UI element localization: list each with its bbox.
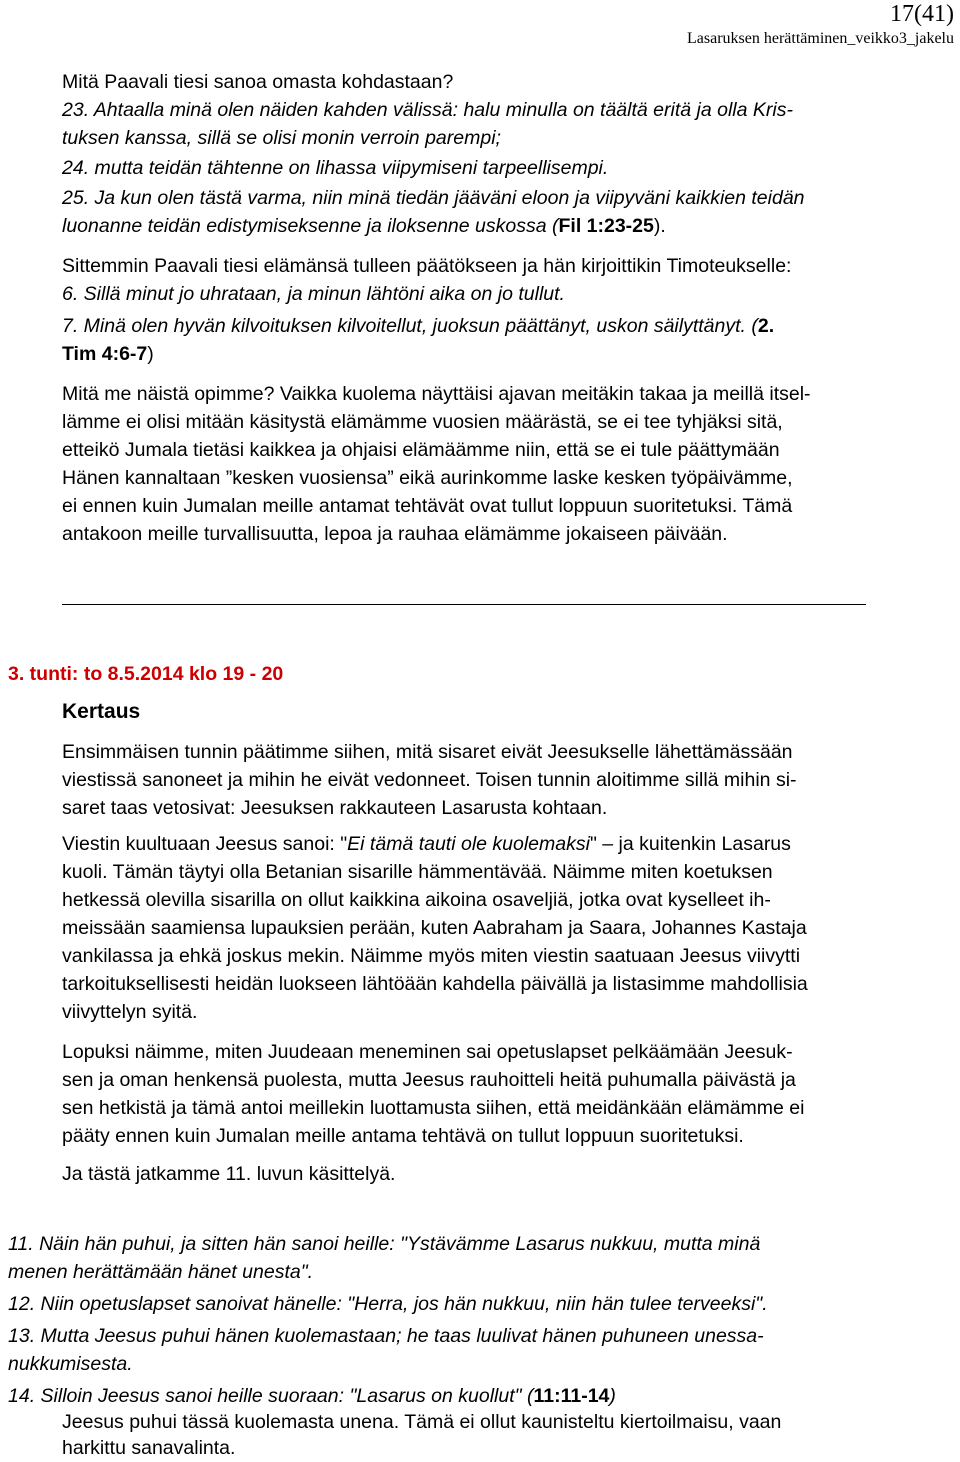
paragraph-timothy: Sittemmin Paavali tiesi elämänsä tulleen päätökseen ja hän kirjoittikin Timoteukselle: <box>62 255 792 277</box>
lesson-line-1: Mitä me näistä opimme? Vaikka kuolema näyttäisi ajavan meitäkin takaa ja meillä itsel- <box>62 383 811 405</box>
recap-p3-line3: sen hetkistä ja tämä antoi meillekin luottamusta siihen, että meidänkään elämämme ei <box>62 1097 805 1119</box>
lesson-line-4: Hänen kannaltaan ”kesken vuosiensa” eikä aurinkomme laske kesken työpäivämme, <box>62 467 793 489</box>
lesson-line-3: etteikö Jumala tietäsi kaikkea ja ohjaisi elämäämme niin, että se ei tule päättymään <box>62 439 780 461</box>
section-heading-kertaus: Kertaus <box>62 700 141 723</box>
verse-24: 24. mutta teidän tähtenne on lihassa viipymiseni tarpeellisempi. <box>62 157 609 179</box>
lesson-line-5: ei ennen kuin Jumalan meille antamat tehtävät ovat tullut loppuun suoritetuksi. Tämä <box>62 495 793 517</box>
scripture-ref-john: 11:11-14 <box>533 1385 610 1407</box>
recap-p2-line7: viivyttelyn syitä. <box>62 1001 198 1023</box>
verse-25-line1: 25. Ja kun olen tästä varma, niin minä tiedän jääväni eloon ja viipyväni kaikkien teidän <box>62 187 805 209</box>
lesson-line-2: lämme ei olisi mitään käsitystä elämämme vuosien määrästä, se ei tee tyhjäksi sitä, <box>62 411 783 433</box>
verse-7 <box>62 312 774 340</box>
recap-p1-line3: saret taas vetosivat: Jeesuksen rakkauteen Lasarusta kohtaan. <box>62 797 608 819</box>
recap-p2-tail: " – ja kuitenkin Lasarus <box>589 833 791 855</box>
recap-p1-line1: Ensimmäisen tunnin päätimme siihen, mitä sisaret eivät Jeesukselle lähettämässään <box>62 741 793 763</box>
document-name: Lasaruksen herättäminen_veikko3_jakelu <box>686 30 954 47</box>
verse-12: 12. Niin opetuslapset sanoivat hänelle: "Herra, jos hän nukkuu, niin hän tulee terveeksi". <box>8 1293 768 1315</box>
recap-p4: Ja tästä jatkamme 11. luvun käsittelyä. <box>62 1163 396 1185</box>
verse-11-line2: menen herättämään hänet unesta". <box>8 1261 314 1283</box>
recap-p2-line4: meissään saamiensa lupauksien perään, kuten Aabraham ja Saara, Johannes Kastaja <box>62 917 807 939</box>
verse-23-line1: 23. Ahtaalla minä olen näiden kahden välissä: halu minulla on täältä eritä ja olla Kris- <box>62 99 793 121</box>
session-title: 3. tunti: to 8.5.2014 klo 19 - 20 <box>8 663 284 685</box>
section-divider <box>62 604 866 605</box>
recap-p2-line1 <box>62 830 791 858</box>
ref-close: ) <box>609 1385 616 1407</box>
recap-p2-lead: Viestin kuultuaan Jeesus sanoi: " <box>62 833 348 855</box>
recap-p2-line3: hetkessä olevilla sisarilla on ollut kaikkina aikoina osaveljiä, jotka ovat kyselleet ih- <box>62 889 771 911</box>
page-number: 17(41) <box>890 1 954 27</box>
recap-p1-line2: viestissä sanoneet ja mihin he eivät vedonneet. Toisen tunnin aloitimme sillä mihin si- <box>62 769 797 791</box>
verse-6: 6. Sillä minut jo uhrataan, ja minun lähtöni aika on jo tullut. <box>62 283 565 305</box>
recap-p2-line2: kuoli. Tämän täytyi olla Betanian sisarille hämmentävää. Näimme miten koetuksen <box>62 861 773 883</box>
recap-p3-line1: Lopuksi näimme, miten Juudeaan meneminen sai opetuslapset pelkäämään Jeesuk- <box>62 1041 793 1063</box>
ref-close: ) <box>147 343 154 365</box>
closing-line1: Jeesus puhui tässä kuolemasta unena. Tämä ei ollut kaunisteltu kiertoilmaisu, vaan <box>62 1411 782 1433</box>
verse-25-line2 <box>62 212 666 240</box>
verse-7-text: 7. Minä olen hyvän kilvoituksen kilvoitellut, juoksun päättänyt, uskon säilyttänyt. ( <box>62 315 758 337</box>
verse-23-line2: tuksen kanssa, sillä se olisi monin verroin parempi; <box>62 127 501 149</box>
ref-close: ). <box>653 215 666 237</box>
verse-25-text: luonanne teidän edistymiseksenne ja iloksenne uskossa ( <box>62 215 559 237</box>
scripture-ref-tim-a: 2. <box>757 315 775 337</box>
question-paul: Mitä Paavali tiesi sanoa omasta kohdastaan? <box>62 71 454 93</box>
verse-11-line1: 11. Näin hän puhui, ja sitten hän sanoi heille: "Ystävämme Lasarus nukkuu, mutta minä <box>8 1233 761 1255</box>
recap-p3-line4: pääty ennen kuin Jumalan meille antama tehtävä on tullut loppuun suoritetuksi. <box>62 1125 744 1147</box>
verse-14 <box>8 1382 616 1410</box>
verse-13-line2: nukkumisesta. <box>8 1353 133 1375</box>
jesus-quote: Ei tämä tauti ole kuolemaksi <box>347 833 590 855</box>
scripture-ref-fil: Fil 1:23-25 <box>558 215 654 237</box>
recap-p2-line5: vankilassa ja ehkä joskus mekin. Näimme myös miten viestin saatuaan Jeesus viivytti <box>62 945 801 967</box>
recap-p2-line6: tarkoituksellisesti heidän luokseen lähtöään kahdella päivällä ja listasimme mahdollisia <box>62 973 808 995</box>
lesson-line-6: antakoon meille turvallisuutta, lepoa ja rauhaa elämämme jokaiseen päivään. <box>62 523 728 545</box>
verse-14-text: 14. Silloin Jeesus sanoi heille suoraan: "Lasarus on kuollut" ( <box>8 1385 534 1407</box>
recap-p3-line2: sen ja oman henkensä puolesta, mutta Jeesus rauhoitteli heitä puhumalla päivästä ja <box>62 1069 796 1091</box>
closing-line2: harkittu sanavalinta. <box>62 1437 236 1459</box>
scripture-ref-tim-b: Tim 4:6-7 <box>62 343 148 365</box>
verse-7-ref <box>62 340 154 368</box>
verse-13-line1: 13. Mutta Jeesus puhui hänen kuolemastaan; he taas luulivat hänen puhuneen unessa- <box>8 1325 764 1347</box>
